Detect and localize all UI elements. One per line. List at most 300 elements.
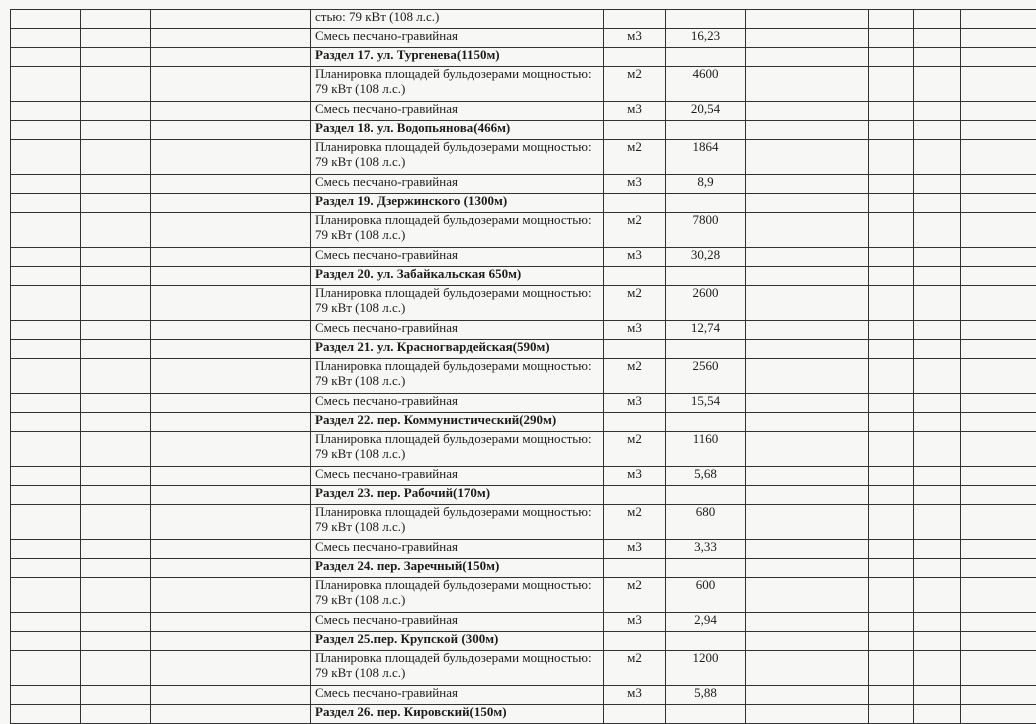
cell-ref xyxy=(151,248,311,267)
cell-empty xyxy=(961,705,1036,724)
cell-empty xyxy=(961,559,1036,578)
cell-empty xyxy=(914,559,961,578)
cell-number xyxy=(11,175,81,194)
table-row xyxy=(11,29,1036,48)
work-description: Смесь песчано-гравийная xyxy=(311,248,604,267)
cell-number xyxy=(11,559,81,578)
cell-number xyxy=(11,286,81,321)
cell-empty xyxy=(869,505,914,540)
cell-unit: м3 xyxy=(604,686,666,705)
cell-quantity xyxy=(666,559,746,578)
cell-empty xyxy=(869,613,914,632)
cell-empty xyxy=(961,102,1036,121)
table-row xyxy=(11,140,1036,175)
table-row xyxy=(11,102,1036,121)
cell-empty xyxy=(914,340,961,359)
table-row xyxy=(11,67,1036,102)
cell-empty xyxy=(961,267,1036,286)
cell-number xyxy=(11,10,81,29)
work-description: Смесь песчано-гравийная xyxy=(311,467,604,486)
cell-unit: м3 xyxy=(604,467,666,486)
cell-empty xyxy=(914,48,961,67)
cell-empty xyxy=(914,175,961,194)
cell-empty xyxy=(746,29,869,48)
cell-ref xyxy=(151,632,311,651)
cell-unit xyxy=(604,48,666,67)
cell-empty xyxy=(746,578,869,613)
cell-empty xyxy=(869,10,914,29)
cell-unit xyxy=(604,705,666,724)
cell-empty xyxy=(914,121,961,140)
cell-ref xyxy=(151,321,311,340)
cell-code xyxy=(81,194,151,213)
cell-empty xyxy=(914,67,961,102)
cell-ref xyxy=(151,613,311,632)
cell-ref xyxy=(151,686,311,705)
cell-empty xyxy=(869,705,914,724)
cell-code xyxy=(81,175,151,194)
work-description: Смесь песчано-гравийная xyxy=(311,102,604,121)
cell-empty xyxy=(869,321,914,340)
work-description: Планировка площадей бульдозерами мощностью: 79 кВт (108 л.с.) xyxy=(311,359,604,394)
cell-empty xyxy=(914,432,961,467)
cell-empty xyxy=(961,194,1036,213)
cell-empty xyxy=(914,248,961,267)
cell-unit: м2 xyxy=(604,67,666,102)
cell-code xyxy=(81,102,151,121)
cell-ref xyxy=(151,10,311,29)
cell-code xyxy=(81,321,151,340)
cell-empty xyxy=(746,267,869,286)
cell-empty xyxy=(961,540,1036,559)
cell-quantity: 3,33 xyxy=(666,540,746,559)
work-description: стью: 79 кВт (108 л.с.) xyxy=(311,10,604,29)
cell-ref xyxy=(151,705,311,724)
cell-empty xyxy=(869,140,914,175)
cell-empty xyxy=(869,540,914,559)
cell-quantity xyxy=(666,121,746,140)
cell-code xyxy=(81,48,151,67)
cell-code xyxy=(81,29,151,48)
section-title: Раздел 26. пер. Кировский(150м) xyxy=(311,705,604,724)
cell-quantity: 4600 xyxy=(666,67,746,102)
cell-empty xyxy=(961,413,1036,432)
cell-empty xyxy=(746,121,869,140)
work-description: Смесь песчано-гравийная xyxy=(311,394,604,413)
cell-unit: м2 xyxy=(604,140,666,175)
cell-empty xyxy=(914,194,961,213)
cell-ref xyxy=(151,286,311,321)
cell-quantity xyxy=(666,48,746,67)
cell-ref xyxy=(151,48,311,67)
cell-empty xyxy=(746,686,869,705)
cell-empty xyxy=(869,121,914,140)
section-title: Раздел 25.пер. Крупской (300м) xyxy=(311,632,604,651)
cell-quantity: 15,54 xyxy=(666,394,746,413)
section-title: Раздел 23. пер. Рабочий(170м) xyxy=(311,486,604,505)
cell-quantity: 2,94 xyxy=(666,613,746,632)
cell-unit xyxy=(604,413,666,432)
cell-empty xyxy=(869,394,914,413)
cell-empty xyxy=(961,432,1036,467)
cell-quantity: 30,28 xyxy=(666,248,746,267)
cell-empty xyxy=(869,578,914,613)
table-row xyxy=(11,467,1036,486)
cell-code xyxy=(81,340,151,359)
cell-empty xyxy=(914,613,961,632)
table-row xyxy=(11,121,1036,140)
cell-empty xyxy=(914,359,961,394)
cell-empty xyxy=(746,67,869,102)
cell-unit: м3 xyxy=(604,540,666,559)
cell-quantity: 5,68 xyxy=(666,467,746,486)
cell-code xyxy=(81,121,151,140)
cell-empty xyxy=(746,432,869,467)
cell-quantity: 20,54 xyxy=(666,102,746,121)
cell-unit xyxy=(604,10,666,29)
table-row xyxy=(11,686,1036,705)
cell-number xyxy=(11,48,81,67)
cell-number xyxy=(11,432,81,467)
cell-number xyxy=(11,194,81,213)
cell-empty xyxy=(746,559,869,578)
cell-quantity: 2560 xyxy=(666,359,746,394)
cell-number xyxy=(11,140,81,175)
cell-empty xyxy=(961,394,1036,413)
cell-ref xyxy=(151,67,311,102)
cell-empty xyxy=(914,686,961,705)
cell-empty xyxy=(961,651,1036,686)
cell-empty xyxy=(746,486,869,505)
work-description: Планировка площадей бульдозерами мощностью: 79 кВт (108 л.с.) xyxy=(311,67,604,102)
cell-empty xyxy=(746,194,869,213)
section-title: Раздел 20. ул. Забайкальская 650м) xyxy=(311,267,604,286)
cell-empty xyxy=(914,213,961,248)
cell-number xyxy=(11,213,81,248)
cell-code xyxy=(81,248,151,267)
cell-empty xyxy=(961,359,1036,394)
cell-unit xyxy=(604,559,666,578)
cell-number xyxy=(11,686,81,705)
table-row xyxy=(11,48,1036,67)
cell-ref xyxy=(151,413,311,432)
table-row xyxy=(11,286,1036,321)
cell-unit xyxy=(604,486,666,505)
cell-ref xyxy=(151,29,311,48)
cell-ref xyxy=(151,194,311,213)
cell-unit: м3 xyxy=(604,102,666,121)
cell-empty xyxy=(961,67,1036,102)
table-row xyxy=(11,651,1036,686)
cell-empty xyxy=(914,321,961,340)
table-row xyxy=(11,213,1036,248)
table-row xyxy=(11,194,1036,213)
cell-unit: м2 xyxy=(604,432,666,467)
cell-number xyxy=(11,121,81,140)
cell-code xyxy=(81,10,151,29)
work-description: Планировка площадей бульдозерами мощностью: 79 кВт (108 л.с.) xyxy=(311,578,604,613)
cell-unit: м3 xyxy=(604,29,666,48)
cell-number xyxy=(11,651,81,686)
cell-empty xyxy=(961,321,1036,340)
cell-empty xyxy=(746,413,869,432)
work-description: Смесь песчано-гравийная xyxy=(311,686,604,705)
cell-quantity xyxy=(666,413,746,432)
cell-empty xyxy=(869,632,914,651)
cell-unit: м2 xyxy=(604,359,666,394)
cell-quantity xyxy=(666,340,746,359)
table-row xyxy=(11,540,1036,559)
cell-number xyxy=(11,613,81,632)
cell-unit: м3 xyxy=(604,394,666,413)
cell-empty xyxy=(746,340,869,359)
cell-quantity xyxy=(666,267,746,286)
cell-empty xyxy=(961,632,1036,651)
cell-empty xyxy=(746,213,869,248)
cell-number xyxy=(11,29,81,48)
cell-empty xyxy=(746,321,869,340)
cell-quantity: 1200 xyxy=(666,651,746,686)
cell-number xyxy=(11,540,81,559)
cell-quantity: 600 xyxy=(666,578,746,613)
work-description: Смесь песчано-гравийная xyxy=(311,613,604,632)
cell-empty xyxy=(746,632,869,651)
cell-empty xyxy=(869,213,914,248)
cell-unit xyxy=(604,340,666,359)
cell-quantity xyxy=(666,486,746,505)
cell-empty xyxy=(914,394,961,413)
cell-ref xyxy=(151,578,311,613)
cell-empty xyxy=(961,505,1036,540)
table-row xyxy=(11,340,1036,359)
cell-quantity xyxy=(666,10,746,29)
cell-empty xyxy=(961,248,1036,267)
cell-empty xyxy=(746,705,869,724)
work-description: Планировка площадей бульдозерами мощностью: 79 кВт (108 л.с.) xyxy=(311,432,604,467)
cell-number xyxy=(11,578,81,613)
cell-quantity: 16,23 xyxy=(666,29,746,48)
cell-unit: м3 xyxy=(604,248,666,267)
cell-number xyxy=(11,248,81,267)
cell-number xyxy=(11,467,81,486)
cell-ref xyxy=(151,505,311,540)
cell-empty xyxy=(914,10,961,29)
cell-ref xyxy=(151,559,311,578)
cell-empty xyxy=(746,48,869,67)
cell-empty xyxy=(869,29,914,48)
table-row xyxy=(11,559,1036,578)
cell-empty xyxy=(746,467,869,486)
cell-quantity: 680 xyxy=(666,505,746,540)
cell-quantity: 2600 xyxy=(666,286,746,321)
table-row xyxy=(11,413,1036,432)
work-description: Планировка площадей бульдозерами мощностью: 79 кВт (108 л.с.) xyxy=(311,505,604,540)
cell-number xyxy=(11,67,81,102)
cell-ref xyxy=(151,467,311,486)
cell-empty xyxy=(914,29,961,48)
cell-empty xyxy=(869,175,914,194)
cell-empty xyxy=(869,248,914,267)
cell-empty xyxy=(914,267,961,286)
cell-empty xyxy=(746,286,869,321)
table-row xyxy=(11,267,1036,286)
cell-empty xyxy=(961,686,1036,705)
cell-empty xyxy=(746,140,869,175)
cell-quantity: 1160 xyxy=(666,432,746,467)
cell-unit: м2 xyxy=(604,286,666,321)
estimate-table xyxy=(10,9,1036,724)
cell-ref xyxy=(151,213,311,248)
section-title: Раздел 21. ул. Красногвардейская(590м) xyxy=(311,340,604,359)
cell-empty xyxy=(746,613,869,632)
cell-code xyxy=(81,140,151,175)
cell-empty xyxy=(746,359,869,394)
cell-code xyxy=(81,705,151,724)
cell-empty xyxy=(914,102,961,121)
cell-ref xyxy=(151,486,311,505)
cell-number xyxy=(11,705,81,724)
cell-number xyxy=(11,267,81,286)
section-title: Раздел 18. ул. Водопьянова(466м) xyxy=(311,121,604,140)
table-row xyxy=(11,359,1036,394)
cell-unit: м3 xyxy=(604,175,666,194)
cell-code xyxy=(81,467,151,486)
cell-empty xyxy=(869,486,914,505)
cell-quantity: 5,88 xyxy=(666,686,746,705)
table-row xyxy=(11,705,1036,724)
cell-empty xyxy=(961,286,1036,321)
section-title: Раздел 19. Дзержинского (1300м) xyxy=(311,194,604,213)
table-body xyxy=(11,10,1036,724)
cell-code xyxy=(81,67,151,102)
cell-number xyxy=(11,394,81,413)
cell-empty xyxy=(961,29,1036,48)
table-row xyxy=(11,248,1036,267)
cell-empty xyxy=(746,540,869,559)
work-description: Планировка площадей бульдозерами мощностью: 79 кВт (108 л.с.) xyxy=(311,213,604,248)
cell-quantity: 8,9 xyxy=(666,175,746,194)
cell-empty xyxy=(914,467,961,486)
cell-code xyxy=(81,486,151,505)
cell-empty xyxy=(914,578,961,613)
cell-empty xyxy=(961,140,1036,175)
cell-ref xyxy=(151,432,311,467)
cell-empty xyxy=(914,540,961,559)
cell-code xyxy=(81,505,151,540)
cell-code xyxy=(81,213,151,248)
cell-unit: м2 xyxy=(604,505,666,540)
work-description: Планировка площадей бульдозерами мощностью: 79 кВт (108 л.с.) xyxy=(311,651,604,686)
cell-unit xyxy=(604,267,666,286)
cell-empty xyxy=(914,505,961,540)
cell-ref xyxy=(151,140,311,175)
section-title: Раздел 17. ул. Тургенева(1150м) xyxy=(311,48,604,67)
cell-unit xyxy=(604,194,666,213)
section-title: Раздел 22. пер. Коммунистический(290м) xyxy=(311,413,604,432)
cell-unit xyxy=(604,632,666,651)
table-row xyxy=(11,578,1036,613)
cell-quantity xyxy=(666,705,746,724)
cell-empty xyxy=(961,613,1036,632)
cell-number xyxy=(11,359,81,394)
cell-ref xyxy=(151,175,311,194)
cell-empty xyxy=(914,286,961,321)
cell-empty xyxy=(869,559,914,578)
cell-ref xyxy=(151,394,311,413)
table-row xyxy=(11,432,1036,467)
cell-empty xyxy=(746,651,869,686)
cell-empty xyxy=(961,486,1036,505)
cell-ref xyxy=(151,340,311,359)
cell-empty xyxy=(961,340,1036,359)
cell-empty xyxy=(961,213,1036,248)
cell-ref xyxy=(151,540,311,559)
cell-empty xyxy=(746,175,869,194)
cell-code xyxy=(81,686,151,705)
cell-code xyxy=(81,286,151,321)
work-description: Смесь песчано-гравийная xyxy=(311,175,604,194)
work-description: Смесь песчано-гравийная xyxy=(311,321,604,340)
cell-empty xyxy=(869,267,914,286)
cell-empty xyxy=(914,651,961,686)
cell-empty xyxy=(914,140,961,175)
cell-empty xyxy=(746,505,869,540)
cell-empty xyxy=(746,248,869,267)
section-title: Раздел 24. пер. Заречный(150м) xyxy=(311,559,604,578)
cell-quantity: 7800 xyxy=(666,213,746,248)
cell-number xyxy=(11,413,81,432)
cell-empty xyxy=(869,194,914,213)
cell-empty xyxy=(869,340,914,359)
cell-quantity: 1864 xyxy=(666,140,746,175)
work-description: Смесь песчано-гравийная xyxy=(311,29,604,48)
cell-code xyxy=(81,267,151,286)
cell-unit: м3 xyxy=(604,613,666,632)
cell-code xyxy=(81,394,151,413)
cell-code xyxy=(81,651,151,686)
cell-empty xyxy=(869,286,914,321)
cell-empty xyxy=(914,632,961,651)
table-row xyxy=(11,632,1036,651)
table-row xyxy=(11,613,1036,632)
table-row xyxy=(11,175,1036,194)
cell-empty xyxy=(961,121,1036,140)
cell-empty xyxy=(869,432,914,467)
table-row xyxy=(11,10,1036,29)
cell-code xyxy=(81,432,151,467)
cell-unit: м2 xyxy=(604,651,666,686)
table-row xyxy=(11,394,1036,413)
cell-number xyxy=(11,321,81,340)
cell-empty xyxy=(961,175,1036,194)
cell-number xyxy=(11,102,81,121)
cell-unit: м2 xyxy=(604,213,666,248)
cell-code xyxy=(81,578,151,613)
cell-empty xyxy=(914,705,961,724)
cell-empty xyxy=(961,48,1036,67)
cell-code xyxy=(81,359,151,394)
cell-code xyxy=(81,540,151,559)
cell-empty xyxy=(869,651,914,686)
cell-ref xyxy=(151,267,311,286)
cell-empty xyxy=(869,467,914,486)
cell-unit: м2 xyxy=(604,578,666,613)
cell-code xyxy=(81,613,151,632)
cell-ref xyxy=(151,121,311,140)
cell-empty xyxy=(869,686,914,705)
cell-empty xyxy=(869,359,914,394)
cell-empty xyxy=(746,10,869,29)
